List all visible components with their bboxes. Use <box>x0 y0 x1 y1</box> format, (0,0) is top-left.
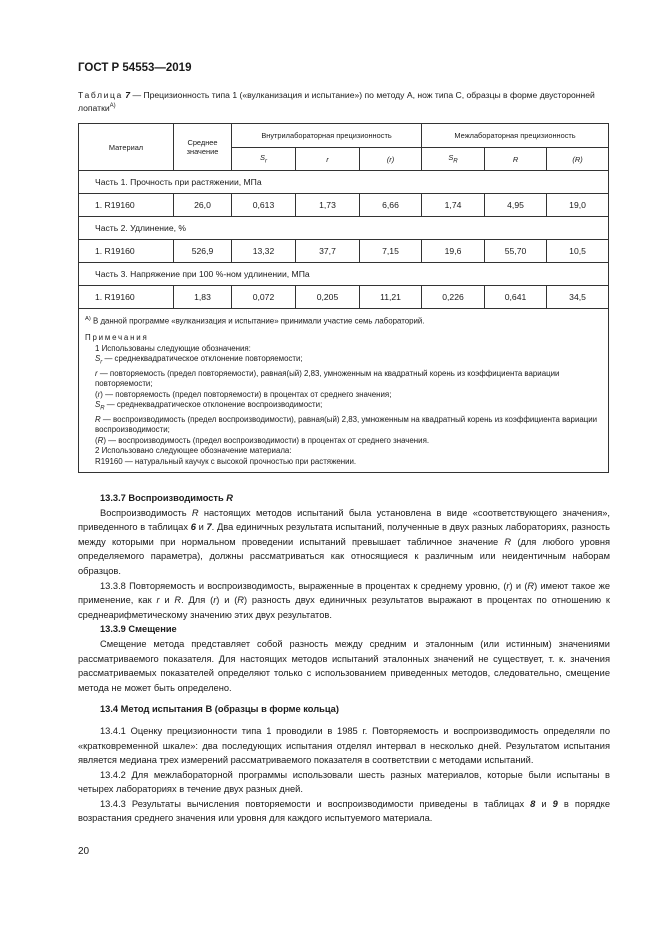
heading-13-3-9: 13.3.9 Смещение <box>100 624 177 635</box>
note-sr-sub: r <box>100 359 103 366</box>
p1-sym: R <box>191 507 199 518</box>
note-Rp-text: — воспроизводимость (предел воспроизводимости) в процентах от среднего значения. <box>105 435 430 445</box>
paragraph-13-3-8 <box>78 579 610 623</box>
col-R-pct: (R) <box>547 148 609 171</box>
col-sr-sub: r <box>264 157 267 165</box>
table-cell: 19,6 <box>422 240 485 263</box>
section-title: Часть 3. Напряжение при 100 %-ном удлинении, МПа <box>79 263 609 286</box>
table-cell: 34,5 <box>547 286 609 309</box>
page-number: 20 <box>78 846 90 857</box>
note-SR-text: — среднеквадратическое отклонение воспроизводимости; <box>104 400 323 410</box>
note-1: 1 Использованы следующие обозначения: <box>95 343 251 353</box>
col-r: r <box>296 148 360 171</box>
table-cell: 1. R19160 <box>79 240 174 263</box>
col-SR-sub: R <box>453 157 458 165</box>
table-cell: 55,70 <box>485 240 547 263</box>
col-mean-line2: значение <box>186 147 219 156</box>
p1-part: . Два единичных результата испытаний, полученные в двух разных лабораториях, разность между которыми при нормальном проведении испытаний превышает табличное значение <box>78 522 610 547</box>
table-cell: 526,9 <box>174 240 232 263</box>
note-R-sym: R <box>95 414 101 424</box>
note-Rp-sym: R <box>97 435 104 445</box>
table-cell: 4,95 <box>485 194 547 217</box>
p2-part: ) разность двух единичных результатов выражают в процентах по отношению к среднеарифметическому значению этих двух результатов. <box>78 595 610 620</box>
note-sr-text: — среднеквадратическое отклонение повторяемости; <box>102 354 303 364</box>
footnote-text: В данной программе «вулканизация и испытание» принимали участие семь лабораторий. <box>90 316 425 326</box>
note-rp-sym: r <box>97 389 101 399</box>
table-cell: 10,5 <box>547 240 609 263</box>
caption-footnote-mark: A) <box>109 103 116 109</box>
p2-part: ) и ( <box>216 595 238 606</box>
p2-sym: r <box>213 595 217 606</box>
col-SR <box>422 148 485 171</box>
precision-table <box>78 123 609 473</box>
p1-part: Воспроизводимость <box>100 507 192 518</box>
caption-number: 7 <box>125 90 131 100</box>
note-SR <box>85 400 602 414</box>
body-text <box>78 491 610 826</box>
col-SR-base: S <box>448 153 454 163</box>
table-notes <box>79 309 609 473</box>
heading-13-3-7-sym: R <box>226 493 233 503</box>
p1-table-ref: 6 <box>190 522 196 533</box>
table-cell: 19,0 <box>547 194 609 217</box>
table-cell: 11,21 <box>360 286 422 309</box>
p2-part: ) имеют такое же применение, как <box>78 580 610 606</box>
note-R-text: — воспроизводимость (предел воспроизводимости), равная(ый) 2,83, умноженным на квадратный корень из коэффициента вариации воспроизводимости; <box>95 414 598 435</box>
table-cell: 1. R19160 <box>79 286 174 309</box>
col-mean <box>174 124 232 171</box>
table-cell: 0,641 <box>485 286 547 309</box>
table-cell: 1. R19160 <box>79 194 174 217</box>
group-inter: Межлабораторная прецизионность <box>422 124 609 148</box>
col-material: Материал <box>79 124 174 171</box>
note-r-pct: (r) — повторяемость (предел повторяемости) в процентах от среднего значения; <box>95 389 392 399</box>
table-cell: 37,7 <box>296 240 360 263</box>
note-r-text: — повторяемость (предел повторяемости), равная(ый) 2,83, умноженным на квадратный корень из коэффициента вариации повторяемости; <box>95 368 560 389</box>
table-cell: 1,74 <box>422 194 485 217</box>
p2-part: 13.3.8 Повторяемость и воспроизводимость, выраженные в процентах к среднему уровню, ( <box>100 580 507 591</box>
heading-13-3-7 <box>100 491 610 506</box>
p2-sym: R <box>527 580 535 591</box>
section-title: Часть 1. Прочность при растяжении, МПа <box>79 171 609 194</box>
document-header: ГОСТ Р 54553—2019 <box>78 62 192 74</box>
p1-table-ref: 7 <box>206 522 212 533</box>
table-cell: 0,226 <box>422 286 485 309</box>
paragraph-13-4-3 <box>78 797 610 826</box>
heading-13-4: 13.4 Метод испытания В (образцы в форме кольца) <box>100 704 339 715</box>
note-rp-text: — повторяемость (предел повторяемости) в процентах от среднего значения; <box>102 389 392 399</box>
footnote-mark: A) <box>85 316 91 322</box>
table-cell: 26,0 <box>174 194 232 217</box>
p2-sym: r <box>506 580 510 591</box>
paragraph-bias: Смещение метода представляет собой разность между средним и эталонным (или истинным) значениями рассматриваемого показателя. Для настоящих методов испытаний эталонных значений не существует, т. к. значения рассматриваемых показателей определяют только с использованием приведенных методов, следовательно, смещение метода не может быть определено. <box>78 638 610 693</box>
section-title: Часть 2. Удлинение, % <box>79 217 609 240</box>
note-2: 2 Использовано следующее обозначение материала: <box>95 446 292 456</box>
note-sr <box>85 354 602 368</box>
col-sr-base: S <box>260 153 265 163</box>
p1-part: и <box>195 522 207 533</box>
caption-label: Таблица <box>78 90 123 100</box>
p2-part: ) и ( <box>509 580 528 591</box>
notes-title: Примечания <box>85 333 149 343</box>
note-R <box>85 415 602 436</box>
group-intra: Внутрилабораторная прецизионность <box>232 124 422 148</box>
paragraph-reproducibility <box>78 506 610 579</box>
paragraph-13-4-2: 13.4.2 Для межлабораторной программы использовали шесть разных материалов, которые были испытаны в четырех лабораториях в течение двух разных дней. <box>78 769 610 795</box>
table-cell: 0,205 <box>296 286 360 309</box>
p1-part: (для любого уровня определяемого параметра), должны рассматриваться как относящиеся к различным или неидентичным наборам образцов. <box>78 536 610 576</box>
note-sr-sym: S <box>95 354 101 364</box>
note-SR-sub: R <box>100 405 105 412</box>
note-r <box>85 369 602 390</box>
col-sr <box>232 148 296 171</box>
caption-text: — Прецизионность типа 1 («вулканизация и испытание») по методу А, нож типа С, образцы в форме двусторонней лопатки <box>78 90 595 113</box>
heading-13-3-7-text: 13.3.7 Воспроизводимость <box>100 493 227 503</box>
p6-part: и <box>535 798 553 809</box>
table-footnote <box>85 314 602 327</box>
p6-part: в порядке возрастания среднего значения или уровня для каждого испытуемого материала. <box>78 798 610 824</box>
note-r-sym: r <box>95 368 98 378</box>
p6-part: 13.4.3 Результаты вычисления повторяемости и воспроизводимости приведены в таблицах <box>100 798 531 809</box>
p1-part: настоящих методов испытаний была установлена в виде «соответствующего значения», приведенного в таблицах <box>78 507 610 533</box>
p2-part: . Для ( <box>181 595 214 606</box>
col-r-pct: (r) <box>360 148 422 171</box>
p6-table-ref: 9 <box>552 798 558 809</box>
col-mean-line1: Среднее <box>187 138 218 147</box>
col-R: R <box>485 148 547 171</box>
paragraph-13-4-1: 13.4.1 Оценку прецизионности типа 1 проводили в 1985 г. Повторяемость и воспроизводимость определяли по «кратковременной шкале»: два последующих испытания отделял интервал в несколько дней. Результатом испытания является медиана трех измерений рассматриваемого показателя в соответствии с методами испытаний. <box>78 725 610 766</box>
table-caption <box>78 90 608 114</box>
p2-sym: r <box>156 595 160 606</box>
table-cell: 1,83 <box>174 286 232 309</box>
p1-sym: R <box>504 536 512 547</box>
note-SR-sym: S <box>95 400 101 410</box>
table-cell: 6,66 <box>360 194 422 217</box>
p6-table-ref: 8 <box>530 798 536 809</box>
table-cell: 1,73 <box>296 194 360 217</box>
note-R-pct: (R) — воспроизводимость (предел воспроизводимости) в процентах от среднего значения. <box>95 435 430 445</box>
table-cell: 0,613 <box>232 194 296 217</box>
note-material: R19160 — натуральный каучук с высокой прочностью при растяжении. <box>95 456 357 466</box>
p2-sym: R <box>174 595 182 606</box>
p2-sym: R <box>237 595 245 606</box>
table-cell: 0,072 <box>232 286 296 309</box>
p2-part: и <box>159 595 175 606</box>
table-cell: 7,15 <box>360 240 422 263</box>
table-cell: 13,32 <box>232 240 296 263</box>
